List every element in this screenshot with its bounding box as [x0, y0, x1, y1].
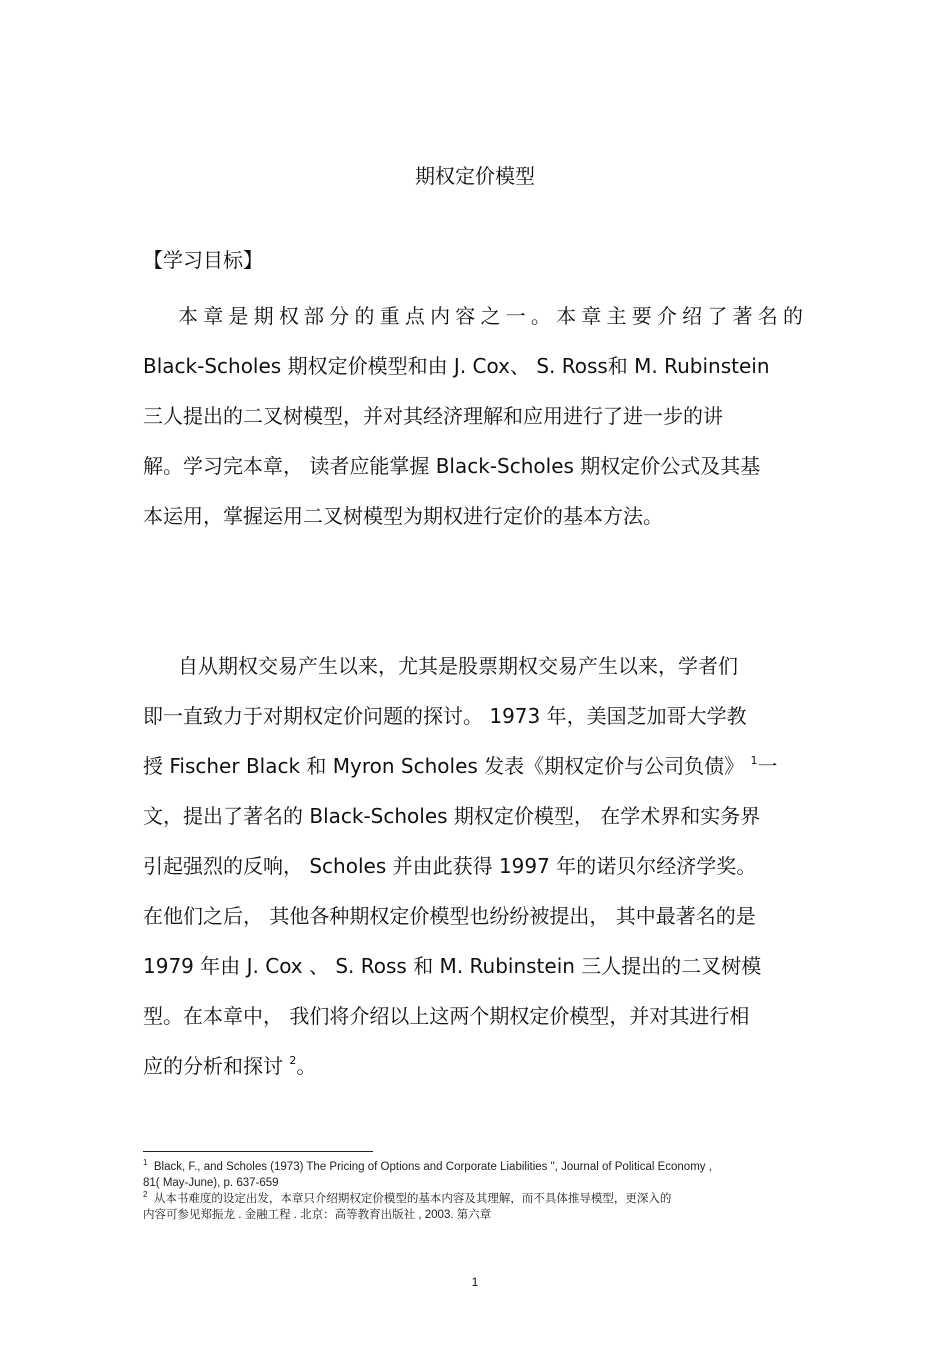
footnote-1-continued: 81( May-June), p. 637-659: [143, 1177, 279, 1189]
footnotes: [143, 1159, 823, 1223]
body-line-text: 应的分析和探讨: [143, 1054, 283, 1078]
body-line: 文，提出了著名的 Black-Scholes 期权定价模型， 在学术界和实务界: [143, 804, 761, 828]
objectives-line: 本运用，掌握运用二叉树模型为期权进行定价的基本方法。: [143, 504, 663, 528]
body-line: 在他们之后， 其他各种期权定价模型也纷纷被提出， 其中最著名的是: [143, 904, 756, 928]
footnote-ref-2: 2: [289, 1054, 297, 1067]
body-line-text: 一: [757, 754, 778, 778]
page-number: 1: [471, 1275, 479, 1289]
footnote-divider: [143, 1151, 373, 1152]
body-line: [143, 1050, 316, 1079]
body-line: 型。在本章中， 我们将介绍以上这两个期权定价模型，并对其进行相: [143, 1004, 750, 1028]
objectives-line: Black-Scholes 期权定价模型和由 J. Cox、 S. Ross和 M. Rubinstein: [143, 354, 770, 378]
body-line: 即一直致力于对期权定价问题的探讨。 1973 年，美国芝加哥大学教: [143, 704, 747, 728]
body-line-text: 。: [296, 1054, 317, 1078]
footnote-2-continued: 内容可参见郑振龙 . 金融工程 . 北京：高等教育出版社 , 2003. 第六章: [143, 1209, 492, 1221]
body-line: 引起强烈的反响， Scholes 并由此获得 1997 年的诺贝尔经济学奖。: [143, 854, 757, 878]
footnote-ref-1: 1: [750, 754, 758, 767]
footnote-text: 从本书难度的设定出发，本章只介绍期权定价模型的基本内容及其理解，而不具体推导模型，更深入的: [153, 1193, 672, 1205]
section-heading: 【学习目标】: [143, 248, 263, 272]
footnote-text: Black, F., and Scholes (1973) The Pricing of Options and Corporate Liabilities ", Journal of Political Economy ,: [153, 1161, 712, 1173]
body-line: 1979 年由 J. Cox 、 S. Ross 和 M. Rubinstein 三人提出的二叉树模: [143, 954, 762, 978]
objectives-line: 三人提出的二叉树模型，并对其经济理解和应用进行了进一步的讲: [143, 404, 723, 428]
body-line: 自从期权交易产生以来，尤其是股票期权交易产生以来，学者们: [178, 654, 738, 678]
objectives-line: 解。学习完本章， 读者应能掌握 Black-Scholes 期权定价公式及其基: [143, 454, 761, 478]
objectives-line: 本章是期权部分的重点内容之一。本章主要介绍了著名的: [178, 304, 803, 328]
footnote-1: [143, 1159, 823, 1175]
body-line: [143, 750, 778, 779]
footnote-mark-1: 1: [143, 1158, 148, 1167]
page-title: 期权定价模型: [415, 164, 535, 188]
footnote-2: [143, 1191, 823, 1207]
footnote-mark-2: 2: [143, 1190, 148, 1199]
body-line-text: 授 Fischer Black 和 Myron Scholes 发表《期权定价与公司负债》: [143, 754, 745, 778]
